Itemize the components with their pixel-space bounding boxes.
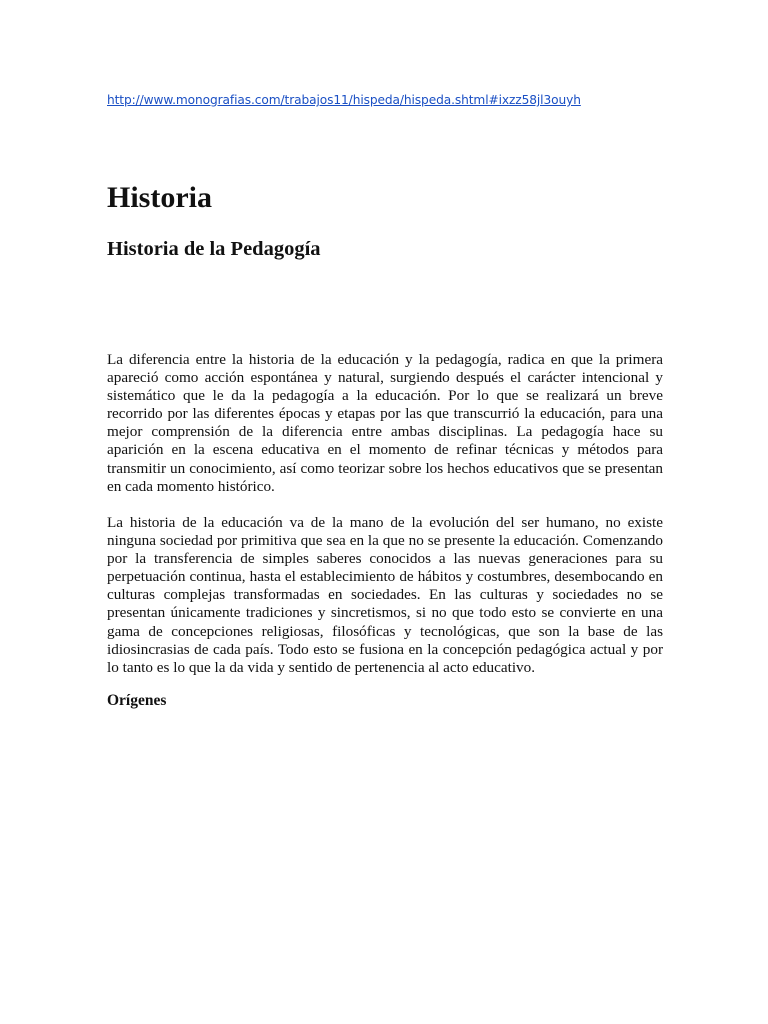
body-paragraph-1: La diferencia entre la historia de la educación y la pedagogía, radica en que la primera apareció como acción espontánea y natural, surgiendo después el carácter intencional y sistemático que le da la pedagogía a la educación. Por lo que se realizará un breve recorrido por las diferentes épocas y etapas por las que transcurrió la educación, para una mejor comprensión de la diferencia entre ambas disciplinas. La pedagogía hace su aparición en la escena educativa en el momento de refinar técnicas y métodos para transmitir un conocimiento, así como teorizar sobre los hechos educativos que se presentan en cada momento histórico. [107, 351, 663, 495]
page-subtitle: Historia de la Pedagogía [107, 238, 321, 260]
page-title: Historia [107, 181, 212, 214]
section-heading-origenes: Orígenes [107, 692, 167, 709]
document-page [107, 0, 663, 1024]
body-paragraph-2: La historia de la educación va de la mano de la evolución del ser humano, no existe ninguna sociedad por primitiva que sea en la que no se presente la educación. Comenzando por la transferencia de simples saberes conocidos a las nuevas generaciones para su perpetuación continua, hasta el establecimiento de hábitos y costumbres, desembocando en culturas complejas transformadas en sociedades. En las culturas y sociedades no se presentan únicamente tradiciones y sincretismos, si no que todo esto se convierte en una gama de concepciones religiosas, filosóficas y tecnológicas, que son la base de las idiosincrasias de cada país. Todo esto se fusiona en la concepción pedagógica actual y por lo tanto es lo que la da vida y sentido de pertenencia al acto educativo. [107, 514, 663, 676]
source-url-link[interactable]: http://www.monografias.com/trabajos11/hispeda/hispeda.shtml#ixzz58jl3ouyh [107, 93, 581, 107]
